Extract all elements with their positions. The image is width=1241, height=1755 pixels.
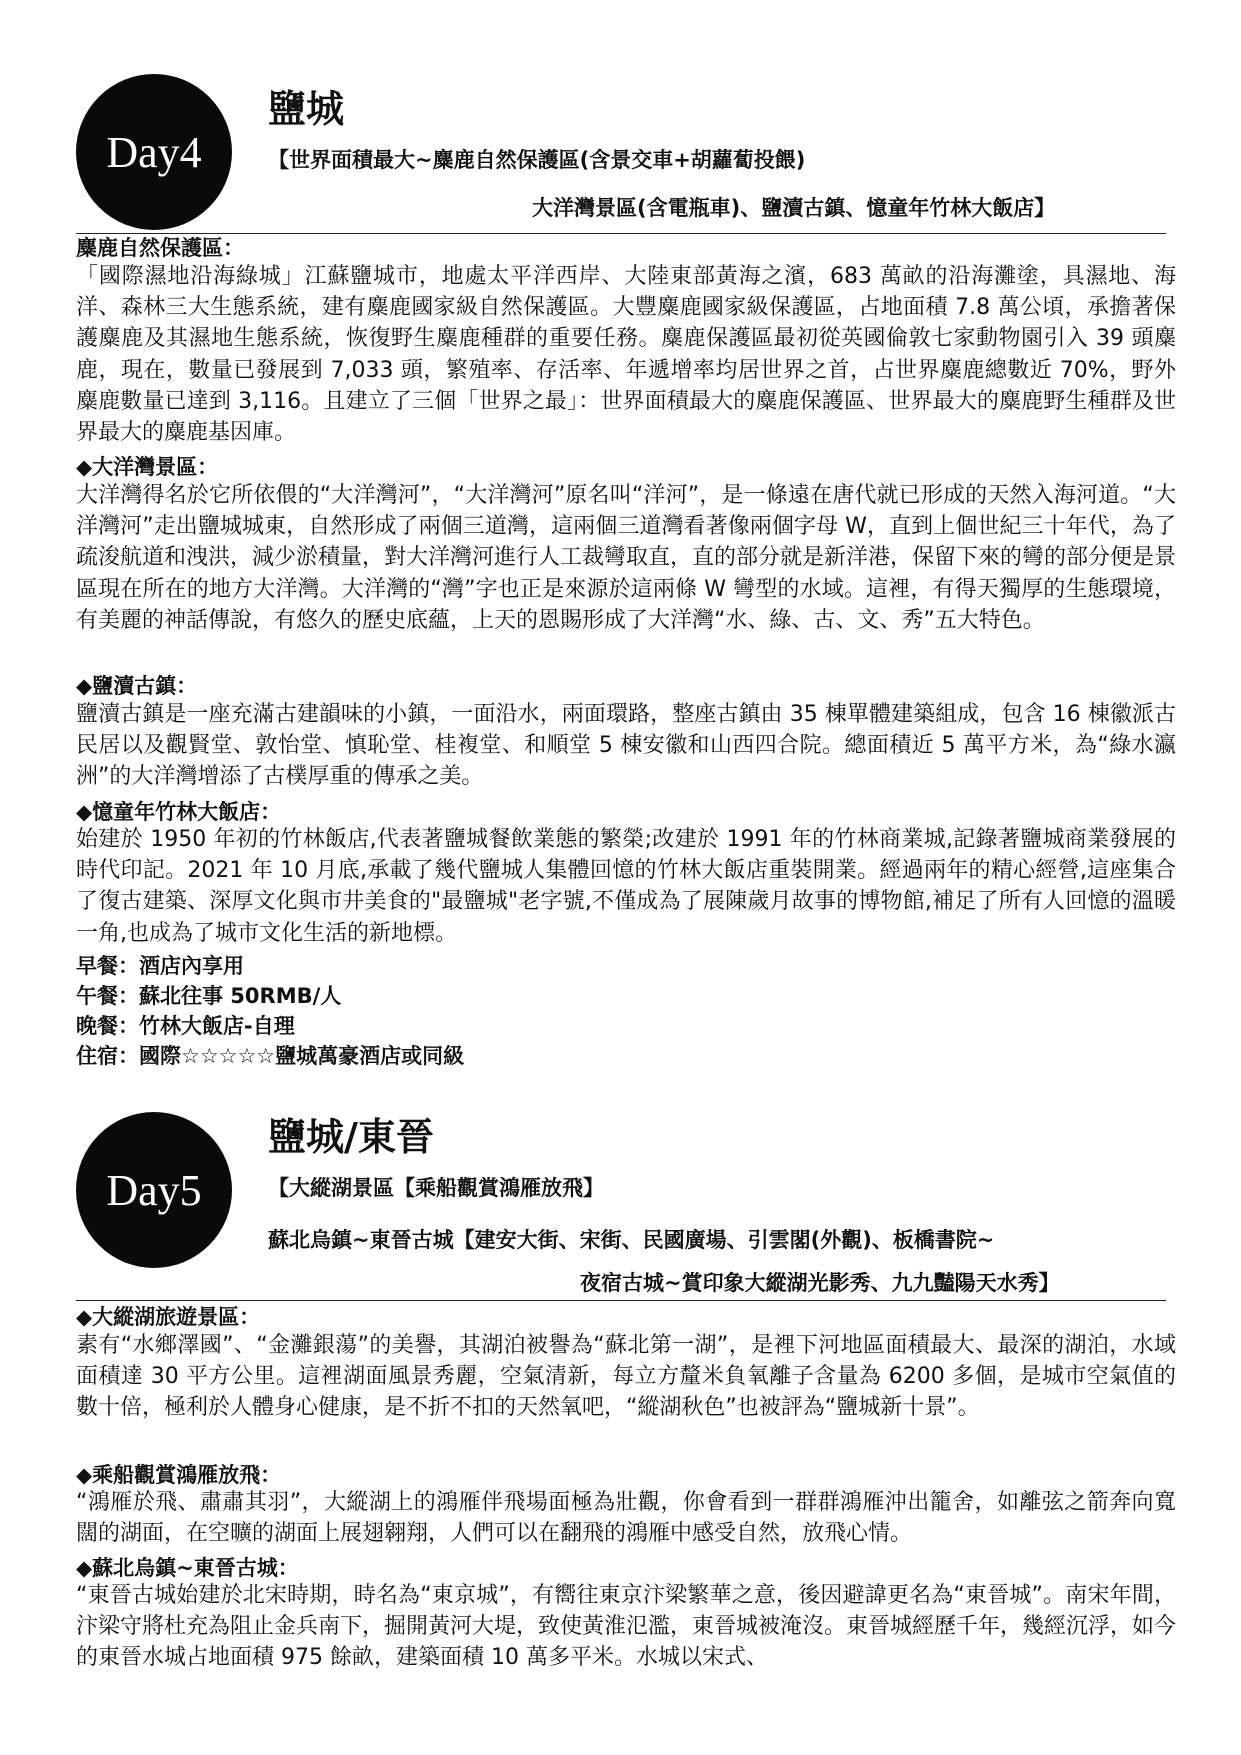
day5-section-3-heading: ◆蘇北烏鎮~東晉古城： (76, 1556, 299, 1580)
day4-section-3-body: 鹽瀆古鎮是一座充滿古建韻味的小鎮，一面沿水，兩面環路，整座古鎮由 35 棟單體建築組成，包含 16 棟徽派古民居以及觀賢堂、敦怡堂、慎恥堂、桂複堂、和順堂 5 棟安徽和山西四合院。總面積近 5 萬平方米，為“綠水瀛洲”的大洋灣增添了古樸厚重的傳承之美。 (76, 702, 1176, 790)
day4-section-1-body: 「國際濕地沿海綠城」江蘇鹽城市，地處太平洋西岸、大陸東部黃海之濱，683 萬畝的沿海灘塗，具濕地、海洋、森林三大生態系統，建有麋鹿國家級自然保護區。大豐麋鹿國家級保護區，占地面積 7.8 萬公頃，承擔著保護麋鹿及其濕地生態系統，恢復野生麋鹿種群的重要任務。麋鹿保護區最初從英國倫敦七家動物園引入 39 頭麋鹿，現在，數量已發展到 7,033 頭，繁殖率、存活率、年遞增率均居世界之首，占世界麋鹿總數近 70%，野外麋鹿數量已達到 3,116。且建立了三個「世界之最」：世界面積最大的麋鹿保護區、世界最大的麋鹿野生種群及世界最大的麋鹿基因庫。 (76, 264, 1176, 446)
day5-badge-label: Day5 (106, 1165, 202, 1215)
day5-section-2-heading: ◆乘船觀賞鴻雁放飛： (76, 1463, 282, 1487)
day5-badge (76, 1112, 232, 1268)
day5-section-2-body: “鴻雁於飛、肅肅其羽”，大縱湖上的鴻雁伴飛場面極為壯觀，你會看到一群群鴻雁沖出籠舍，如離弦之箭奔向寬闊的湖面，在空曠的湖面上展翅翱翔，人們可以在翻飛的鴻雁中感受自然，放飛心情。 (76, 1490, 1176, 1547)
day5-subtitle-2: 蘇北烏鎮~東晉古城【建安大街、宋街、民國廣場、引雲閣(外觀)、板橋書院~ (268, 1228, 995, 1252)
day4-section-3-heading: ◆鹽瀆古鎮： (76, 674, 198, 698)
day5-section-1-heading: ◆大縱湖旅遊景區： (76, 1305, 261, 1329)
day5-section-1-body: 素有“水鄉澤國”、“金灘銀蕩”的美譽，其湖泊被譽為“蘇北第一湖”，是裡下河地區面積最大、最深的湖泊，水域面積達 30 平方公里。這裡湖面風景秀麗，空氣清新，每立方釐米負氧離子含量為 6200 多個，是城市空氣值的數十倍，極利於人體身心健康，是不折不扣的天然氧吧，“縱湖秋色”也被評為“鹽城新十景”。 (76, 1333, 1176, 1421)
day4-section-4-heading: ◆憶童年竹林大飯店： (76, 800, 282, 824)
day4-dinner: 晚餐：竹林大飯店-自理 (76, 1014, 295, 1038)
day5-section-3-body: “東晉古城始建於北宋時期，時名為“東京城”，有嚮往東京汴梁繁華之意，後因避諱更名為“東晉城”。南宋年間，汴梁守將杜充為阻止金兵南下，掘開黃河大堤，致使黃淮氾濫，東晉城被淹沒。東晉城經歷千年，幾經沉浮，如今的東晉水城占地面積 975 餘畝，建築面積 10 萬多平米。水城以宋式、 (76, 1583, 1177, 1671)
day5-subtitle-1: 【大縱湖景區【乘船觀賞鴻雁放飛】 (268, 1176, 604, 1200)
day5-divider (76, 1300, 1166, 1301)
day4-subtitle-2: 大洋灣景區(含電瓶車)、鹽瀆古鎮、憶童年竹林大飯店】 (532, 196, 1056, 220)
day4-title: 鹽城 (268, 87, 345, 131)
day4-badge-label: Day4 (106, 127, 202, 177)
day5-title: 鹽城/東晉 (268, 1115, 434, 1159)
day4-section-4-body: 始建於 1950 年初的竹林飯店,代表著鹽城餐飲業態的繁榮;改建於 1991 年的竹林商業城,記錄著鹽城商業發展的時代印記。2021 年 10 月底,承載了幾代鹽城人集體回憶的竹林大飯店重裝開業。經過兩年的精心經營,這座集合了復古建築、深厚文化與市井美食的"最鹽城"老字號,不僅成為了展陳歲月故事的博物館,補足了所有人回憶的溫暖一角,也成為了城市文化生活的新地標。 (76, 827, 1176, 946)
day4-badge (76, 74, 232, 230)
day5-subtitle-3: 夜宿古城~賞印象大縱湖光影秀、九九豔陽天水秀】 (580, 1271, 1060, 1295)
day4-section-2-heading: ◆大洋灣景區： (76, 455, 219, 479)
day4-subtitle-1: 【世界面積最大~麋鹿自然保護區(含景交車+胡蘿蔔投餵) (268, 148, 806, 172)
day4-lunch: 午餐：蘇北往事 50RMB/人 (76, 984, 342, 1008)
day4-section-1-heading: 麋鹿自然保護區： (76, 236, 244, 260)
day4-breakfast: 早餐：酒店內享用 (76, 954, 244, 978)
day4-divider (76, 233, 1166, 234)
day4-section-2-body: 大洋灣得名於它所依偎的“大洋灣河”，“大洋灣河”原名叫“洋河”，是一條遠在唐代就已形成的天然入海河道。“大洋灣河”走出鹽城城東，自然形成了兩個三道灣，這兩個三道灣看著像兩個字母 W，直到上個世紀三十年代，為了疏浚航道和洩洪，減少淤積量，對大洋灣河進行人工裁彎取直，直的部分就是新洋港，保留下來的彎的部分便是景區現在所在的地方大洋灣。大洋灣的“灣”字也正是來源於這兩條 W 彎型的水域。這裡，有得天獨厚的生態環境，有美麗的神話傳說，有悠久的歷史底蘊，上天的恩賜形成了大洋灣“水、綠、古、文、秀”五大特色。 (76, 483, 1177, 633)
day4-lodging: 住宿：國際☆☆☆☆☆鹽城萬豪酒店或同級 (76, 1044, 465, 1068)
